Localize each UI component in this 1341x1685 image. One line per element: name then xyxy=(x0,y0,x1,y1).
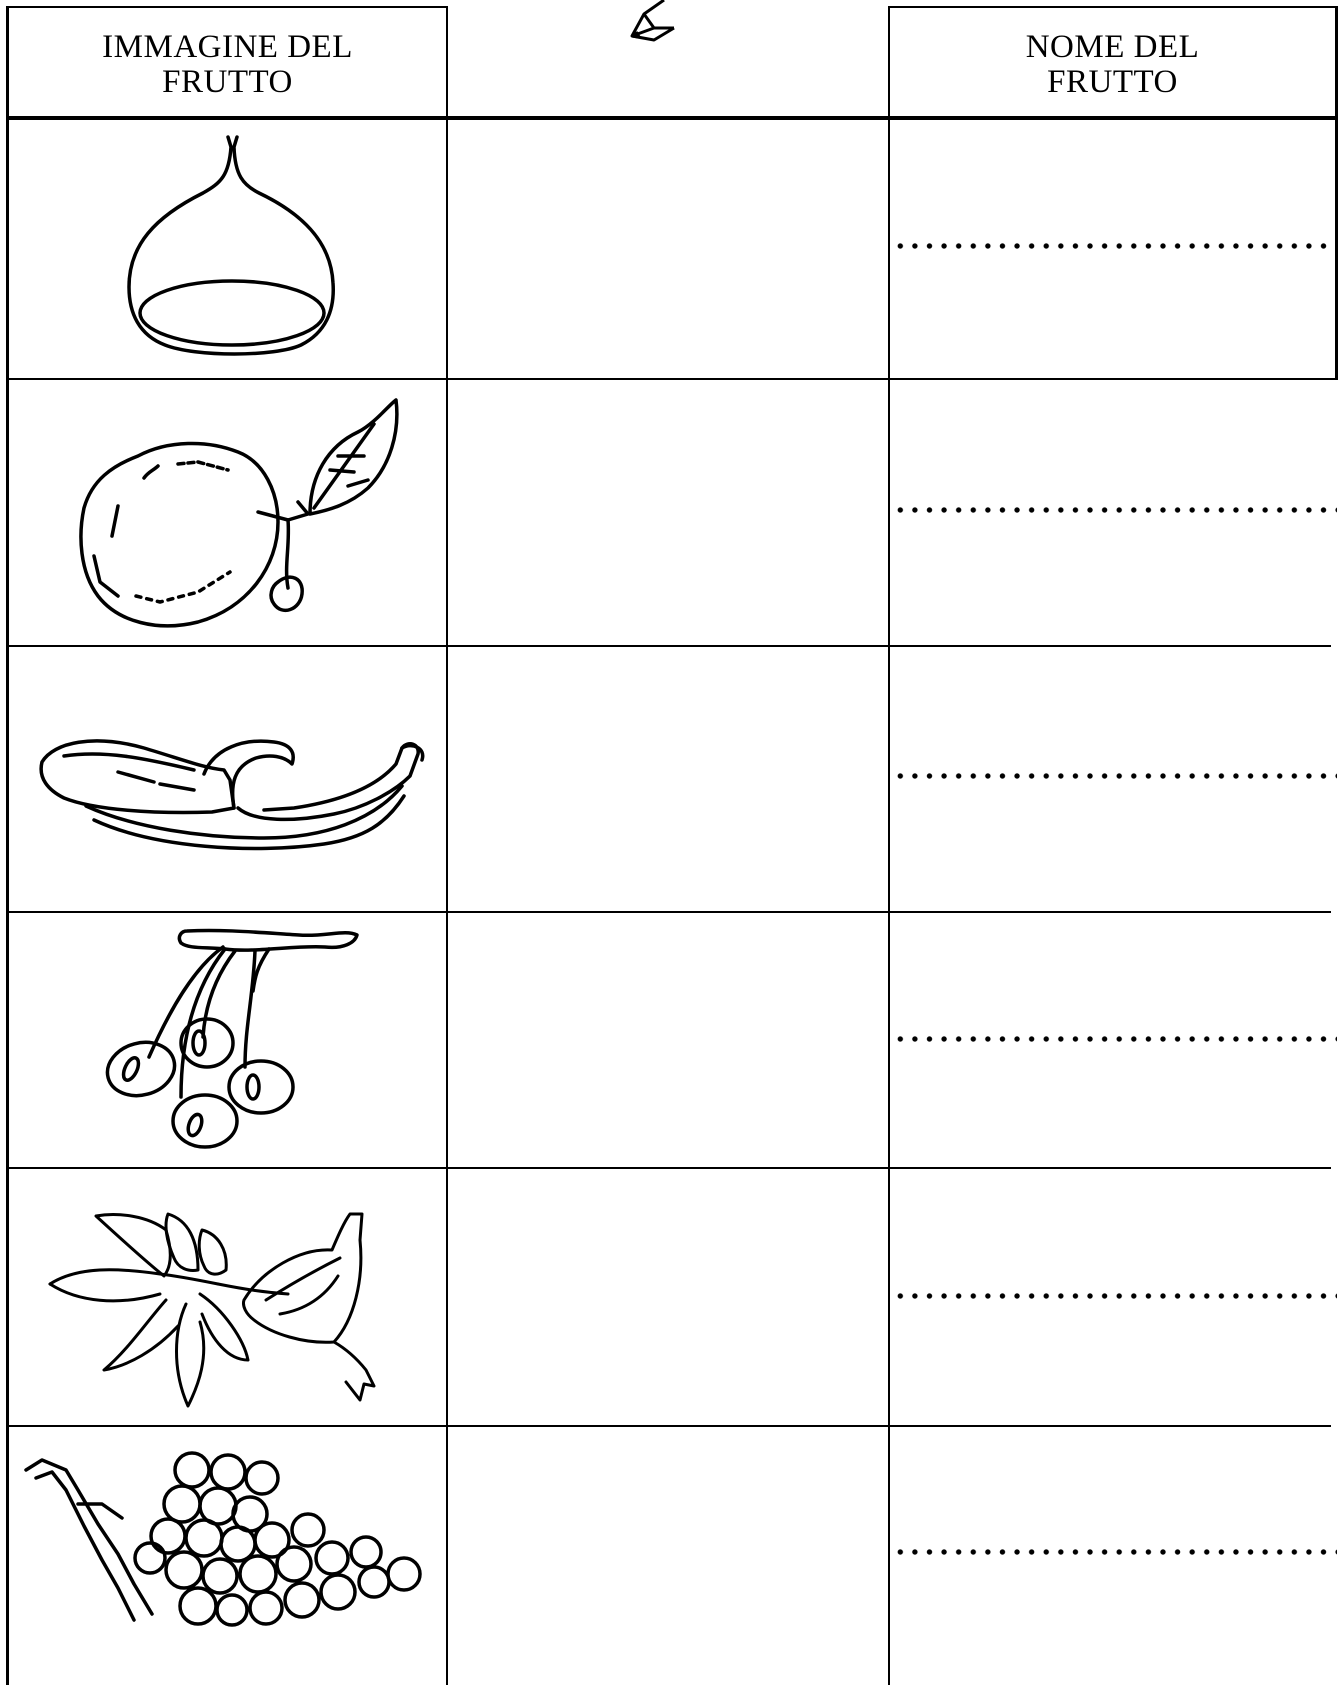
cherries-icon xyxy=(105,927,365,1152)
header-image-column xyxy=(9,30,446,100)
chestnut-icon xyxy=(125,135,340,360)
apple-icon xyxy=(78,396,408,636)
drawing-cell-2[interactable] xyxy=(449,380,893,645)
drawing-cell-6[interactable] xyxy=(449,1427,893,1685)
drawing-cell-5[interactable] xyxy=(449,1169,893,1425)
header-border-top-left xyxy=(6,6,448,8)
fig-icon xyxy=(48,1210,408,1410)
header-name-line-2: FRUTTO xyxy=(1047,64,1178,100)
header-image-line-2: FRUTTO xyxy=(162,64,293,100)
drawing-cell-3[interactable] xyxy=(449,647,893,911)
name-dotted-line-1 xyxy=(893,242,1337,250)
name-dotted-line-6 xyxy=(893,1548,1337,1556)
drawing-cell-4[interactable] xyxy=(449,913,893,1167)
name-dotted-line-2 xyxy=(893,506,1337,514)
drawing-cell-1[interactable] xyxy=(449,120,893,378)
table-divider-1 xyxy=(446,6,448,1685)
grapes-icon xyxy=(22,1444,432,1644)
header-border-top-right xyxy=(888,6,1337,8)
header-image-line-1: IMMAGINE DEL xyxy=(102,29,353,65)
name-dotted-line-4 xyxy=(893,1035,1337,1043)
banana-icon xyxy=(34,720,424,860)
header-name-column xyxy=(890,30,1335,100)
header-name-line-1: NOME DEL xyxy=(1025,29,1200,65)
pencil-icon xyxy=(628,0,738,42)
name-cell-6[interactable] xyxy=(893,1427,1337,1685)
table-border-left xyxy=(6,6,9,1685)
name-dotted-line-5 xyxy=(893,1292,1337,1300)
name-dotted-line-3 xyxy=(893,772,1337,780)
